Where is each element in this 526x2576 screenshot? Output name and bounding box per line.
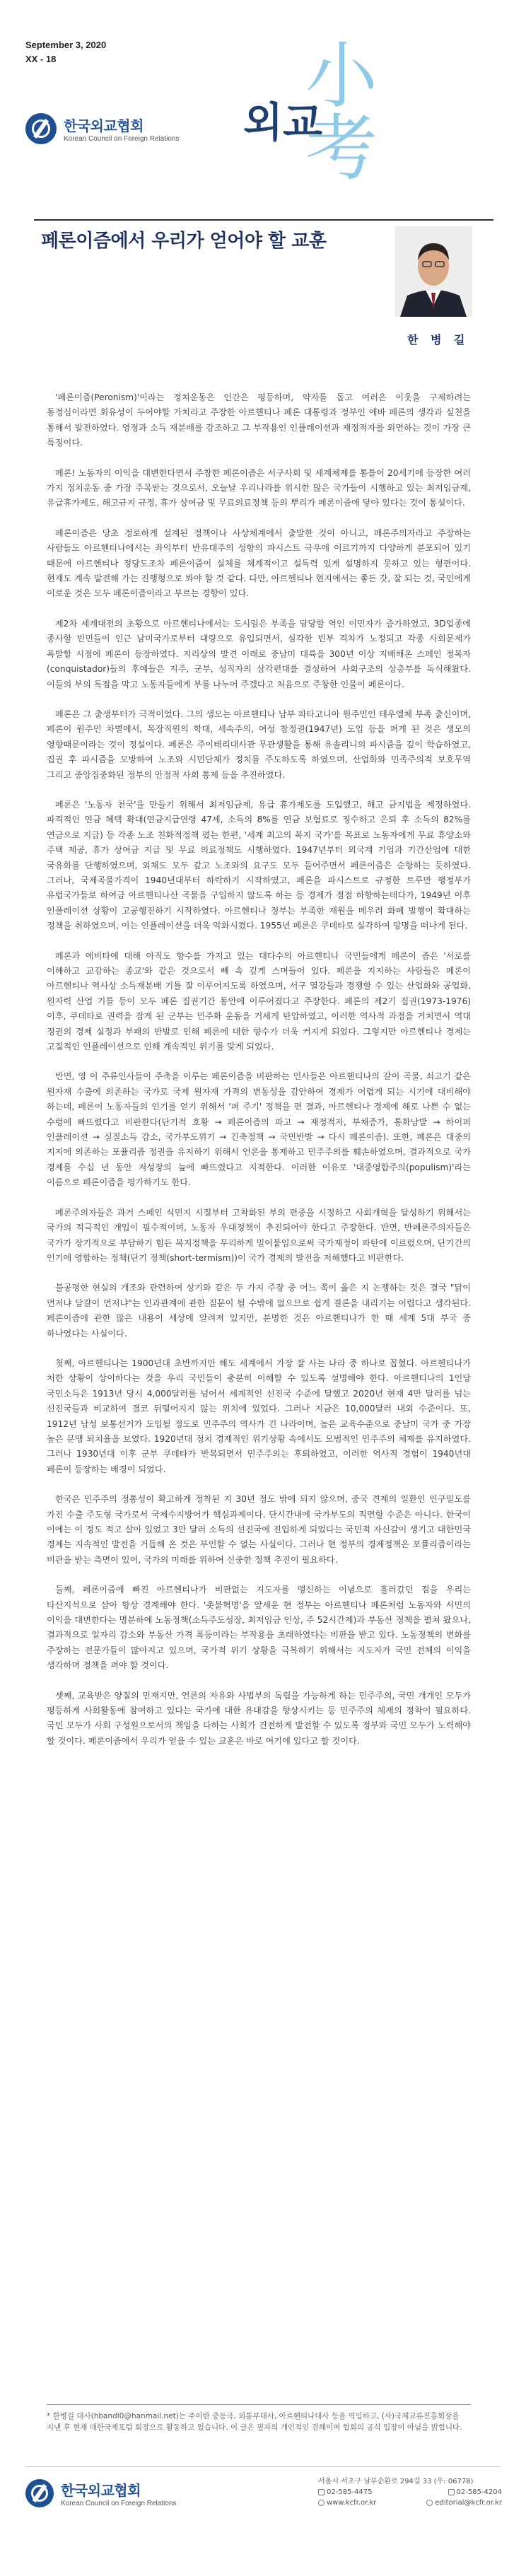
article-paragraph: 불공평한 현실의 개조와 관련하여 상기와 같은 두 가지 주장 중 어느 쪽이 옳은 지 논쟁하는 것은 결국 "닭이 먼저냐 달걀이 먼저냐"는 인과관계에 관한 질문이 될 수밖에 없으므로 쉽게 결론을 내리기는 어렵다고 생각된다. 페론이즘에 관한 많은 내용이 세상에 알려져 있지만, 분명한 것은 아르헨티나가 한 때 세계 5대 부국 중 하나였다는 사실이다. xyxy=(47,1283,471,1339)
article-paragraph: 페론과 에비타에 대해 아직도 향수를 가지고 있는 대다수의 아르헨티나 국민들에게 페론이 즘은 '서로를 이해하고 교감하는 종교'와 같은 것으로서 빼 속 깊게 스며들어 있다. 페론을 지지하는 사람들은 페론이 아르헨티나 역사상 소득재분배 기틀 잘 이루어지도록 하였으며, 서구 열강들과 경쟁할 수 있는 산업화와 공업화, 원자력 산업 기틀 등이 모두 페론 집권기간 동안에 이루어졌다고 주장한다. 페론의 제2기 집권(1973-1976) 이후, 쿠데타로 권력을 잡게 된 군부는 민주화 운동을 거세게 탄압하였고, 이러한 역사적 과정을 거치면서 역대 정권의 경제 실정과 부패의 반발로 인해 페론에 대한 향수가 더욱 커지게 되었다. 그렇지만 아르헨티나 경제는 고질적인 인플레이션으로 인해 계속적인 위기를 맞게 되었다. xyxy=(47,950,471,1052)
article-paragraph: 둘째, 페론이즘에 빠진 아르헨티나가 비판없는 지도자를 맹신하는 이념으로 흘러갔던 점을 우리는 타산지석으로 삼아 항상 경계해야 한다. '촛불혁명'을 앞세운 현 정부는 아르헨티나 페론처럼 노동자와 서민의 이익을 대변한다는 명분하에 노동정책(소득주도성장, 최저임금 인상, 주 52시간제)과 부동산 정책을 펼쳐 왔으나, 결과적으로 일자리 감소와 부동산 가격 폭등이라는 부작용을 초래하였다는 비판을 받고 있다. 노동정책의 변화를 주장하는 전문가들이 많아지고 있으며, 국가적 위기 상황을 극복하기 위해서는 지도자가 국민 전체의 이익을 생각하며 정책을 펴야 할 것이다. xyxy=(47,1585,471,1671)
masthead-logo xyxy=(25,113,179,144)
article-paragraph: 제2차 세계대전의 초황으로 아르헨티나에서는 도시임은 부족을 담당할 역인 이민자가 증가하였고, 3D업종에 종사할 빈민들이 인근 남미국가로부터 대량으로 유입되면서, 심각한 빈부 격차가 노정되고 각종 사회문제가 폭발할 시점에 페론이 등장하였다. 지리상의 발견 이래로 중남미 대륙을 300년 이상 지배해온 스페인 정복자(conquistador)들의 후예들은 지주, 군부, 성직자의 삼각편대를 결성하여 사회구조의 상층부를 독식해왔다. 이들의 부의 독점을 막고 노동자들에게 부를 나누어 주겠다고 처음으로 주창한 인물이 페론이다. xyxy=(47,618,471,689)
phone-icon xyxy=(318,2489,325,2495)
kcfr-logo-icon xyxy=(25,113,57,144)
mail-icon xyxy=(426,2500,433,2506)
globe-icon xyxy=(318,2500,325,2506)
author-portrait-icon xyxy=(394,226,472,317)
article-paragraph: 페론은 그 출생부터가 극적이었다. 그의 생모는 아르헨티나 남부 파타고니아 원주민인 테우엘체 부족 출신이며, 페론이 원주민 차별에서, 목장직원의 학대, 세속주의, 여성 참정권(1947년) 도입 등을 펴게 된 것은 생모의 영향때문이라는 것이 정설이다. 페론은 주이테리대사관 무관생활을 통해 유솔리니의 파시즘을 깊이 학습하였고, 집권 후 파시즘을 모방하여 노조와 시민단체가 정치를 주도하도록 하였으며, 산업화와 민족주의적 보호무역 그리고 중앙집중화된 정부의 안정적 사회 통제 등을 추진하였다. xyxy=(47,709,471,780)
author-footnote: * 한병길 대사(hbandl0@hanmail.net)는 주이란 중동국, 외통부대사, 아르헨티나대사 등을 역임하고, (사)국제교류진흥회장을 지낸 후 현재 대한국제포럼 회장으로 활동하고 있습니다. 이 글은 필자의 개인적인 견해이며 협회의 공식 입장이 아님을 밝힙니다. xyxy=(47,2404,471,2433)
footer-org-name-en: Korean Council on Foreign Relations xyxy=(61,2500,177,2507)
article-paragraph: 페론주의자들은 과거 스페인 식민지 시절부터 고착화된 부의 편중을 시정하고 사회개혁을 달성하기 위해서는 국가의 적극적인 개입이 필수적이며, 노동자 우대정책이 추진되어야 한다고 주장한다. 반면, 반페론주의자들은 국가가 장기적으로 부담하기 힘든 복지정책을 무리하게 밀어붙임으로써 국가재정이 파탄에 이르렀으며, 단기간의 인기에 영합하는 정책(단기 정책(short-termism))이 국가 경제의 발전을 저해했다고 비판한다. xyxy=(47,1207,471,1263)
article-paragraph: '페론이즘(Peronism)'이라는 정치운동은 인간은 평등하며, 약자를 돕고 여러은 이웃을 구제하려는 동정심이라면 회유성이 두어야할 가치라고 주장한 아르헨티나 페론 대통령과 정부인 에바 페론의 생각과 실천을 통해서 발전하였다. 영정과 소득 재분배를 강조하고 그 부작용인 인플레이션과 재정적자를 외면하는 것이 가장 큰 특징이다. xyxy=(47,392,471,448)
series-logo xyxy=(226,28,410,191)
title-divider xyxy=(34,219,493,221)
author-photo xyxy=(394,226,472,317)
footer-website-link[interactable]: www.kcfr.or.kr xyxy=(327,2499,377,2507)
footer-fax: 02-585-4204 xyxy=(456,2488,502,2496)
footer-org-name-ko: 한국외교협회 xyxy=(61,2482,141,2499)
article-title: 페론이즘에서 우리가 얻어야 할 교훈 xyxy=(41,231,327,252)
issue-number: XX - 18 xyxy=(25,54,57,64)
footer-address: 서울시 서초구 남부순환로 294길 33 (우: 06778) xyxy=(318,2478,474,2485)
series-title-korean: 외교 xyxy=(243,98,323,146)
article-paragraph: 첫째, 아르헨티나는 1900년대 초반까지만 해도 세계에서 가장 잘 사는 나라 중 하나로 꼽혔다. 아르헨티나가 처한 상황이 상이하다는 것을 우리 국민들이 충분히 이해할 수 있도록 설명해야 한다. 아르헨티나의 1인당 국민소득은 1913년 당시 4,000달러를 넘어서 세계적인 선진국 수준에 달했고 2020년 현재 4만 달러를 넘는 선진국들과 비교하여 결코 뒤떨어지지 않는 위치에 있었다. 그러나 지금은 10,000달러 내외 수준이다. 또, 1912년 남성 보통선거가 도입될 정도로 민주주의 역사가 긴 나라이며, 높은 교육수준으로 중남미 국가 중 가장 높은 문맹 퇴치율을 보였다. 1920년대 정치 경제적인 위기상황 속에서도 모범적인 민주주의 체제를 유지하였다. 그러나 1930년대 이후 군부 쿠데타가 반복되면서 민주주의는 후퇴하였고, 이러한 역사적 경험이 1940년대 페론이 등장하는 배경이 되었다. xyxy=(47,1358,471,1474)
org-name-en: Korean Council on Foreign Relations xyxy=(64,135,180,143)
footer-divider xyxy=(25,2466,501,2467)
footer-email-link[interactable]: editorial@kcfr.or.kr xyxy=(435,2499,502,2507)
footer-logo xyxy=(25,2479,176,2507)
article-body xyxy=(47,390,471,1764)
series-title-hanja: 小考 xyxy=(305,35,378,191)
article-paragraph: 페론! 노동자의 이익을 대변한다면서 주창한 페론이즘은 서구사회 및 세계체제를 통틀어 20세기에 등장한 여러 가지 정치운동 중 가장 주목받는 것으로서, 오늘날 우리나라를 위시한 많은 국가들이 시행하고 있는 최저임금제, 유급휴가제도, 해고규지 규정, 휴가 상여금 및 무료의료정책 등의 뿌리가 페론이즘에 닿아 있다는 것이 통설이다. xyxy=(47,467,471,508)
org-name-ko: 한국외교협회 xyxy=(64,117,144,134)
author-name: 한 병 길 xyxy=(407,333,469,346)
fax-icon xyxy=(448,2489,455,2495)
article-paragraph: 한국은 민주주의 정통성이 확고하게 정착된 지 30년 정도 밖에 되지 않으며, 중국 견제의 일환인 인구밀도를 가진 수출 주도형 국가로서 국제수지방어가 핵심과제이다. 단시간내에 국가부도의 직면할 수준은 아니다. 한국이 이에는 이 정도 적고 살아 있었고 3만 달러 소득의 선진국에 진입하게 되었다는 국민적 자신감이 생기고 대한민국 경제는 지속적인 발전을 거듭해 온 것은 부인할 수 없는 사실이다. 그러나 현 정부의 경제정책은 포퓰리즘이라는 비판을 받는 측면이 있어, 국가의 미래를 위하여 신중한 정책 추진이 필요하다. xyxy=(47,1494,471,1565)
article-paragraph: 페론은 '노동자 천국'을 만들기 위해서 최저임금제, 유급 휴가제도를 도입했고, 해고 금지법을 제정하였다. 파격적인 연금 혜택 확대(연금지급연령 47세, 소득의 8%를 연금 보험료로 징수하고 은퇴 후 소득의 82%를 연금으로 지급) 등 각종 노조 친화적정책 폈는 한편, '세계 최고의 복지 국가'를 목표로 노동자에게 무료 휴양소와 주택 제공, 휴가 상여금 지급 및 무료 의료정책도 시행하였다. 1947년부터 외국계 기업과 기간산업에 대한 국유화를 단행하였으며, 외채도 모두 갚고 노조와의 요구도 모두 들어주면서 페론이즘은 순항하는 듯하였다. 그러나, 국제곡물가격이 1940년대부터 하락하기 시작하였고, 페론을 파시스트로 규정한 트루만 행정부가 유럽국가들로 하여금 아르헨티나산 곡물을 구입하지 않도록 하는 등 경제가 점점 하향하는데다가, 1949년 이후 인플레이션 상황이 고공행진하기 시작하였다. 아르헨티나 정부는 부족한 재원을 메우려 화폐 발행이 확대하는 정책을 취하였으며, 이는 인플레이션을 더욱 악화시켰다. 1955년 페론은 쿠데타로 실각하여 망명을 떠나게 된다. xyxy=(47,799,471,931)
footer-contact xyxy=(318,2476,502,2508)
article-paragraph: 셋째, 교육받은 양질의 민재지만, 언론의 자유와 사법부의 독립을 가능하게 하는 민주주의, 국민 개개인 모두가 평등하게 사회활동에 참여하고 있다는 국가에 대한 유대감을 향상시키는 등 민주주의 체제의 정착이 필요하다. 국민 모두가 사회 구성원으로서의 책임을 다하는 사회가 건전하게 발전할 수 있도록 정부와 국민 모두가 노력해야 할 것이다. 페론이즘에서 우리가 얻을 수 있는 교훈은 바로 여기에 있다고 할 것이다. xyxy=(47,1690,471,1746)
issue-date: September 3, 2020 xyxy=(25,40,107,50)
kcfr-logo-icon xyxy=(25,2479,54,2507)
issue-info xyxy=(25,38,106,66)
article-paragraph: 반면, 영 이 주류인사들이 주축을 이루는 페론이즘을 비판하는 인사들은 아르헨티나의 갈이 곡물, 쇠고기 같은 원자재 수출에 의존하는 국가로 국제 원자재 가격의 변동성을 감안하여 경제가 어렵게 되는 시기에 대비해야 하는데, 페론이 노동자들의 인기를 얻기 위해서 '퍼 주기' 정책을 편 결과, 아르헨티나 경제에 해로 나쁜 수 없는 수렁에 빠뜨렸다고 비판한다(단기적 호황 → 페론이즘의 파고 → 재정적자, 부채증가, 통화남발 → 하이퍼 인플레이션 → 실질소득 감소, 국가부도위기 → 긴축정책 → 국민반발 → 다시 페론이즘). 또한, 페론은 대중의 지지에 의존하는 포퓰리즘 정권을 유지하기 위해서 언론을 통제하고 민주주의를 훼손하였으며, 결과적으로 국가 경제를 수십 년 동안 저성장의 늪에 빠뜨렸다고 지적한다. 이러한 이유로 '대중영합주의(populism)'라는 이름으로 페론이즘을 평가하기도 한다. xyxy=(47,1071,471,1188)
article-paragraph: 페론이즘은 당초 정로하게 설계된 정책이나 사상체계에서 출발한 것이 아니고, 페론주의자라고 주장하는 사람들도 아르헨티나에서는 좌익부터 반유대주의 성향의 파시스트 극우에 이르기까지 다양하게 분포되어 있기 때문에 아르헨티나 정당도조차 페론이즘이 실체를 체계적이고 설득력 있게 설명하지 못하고 있는 형편이다. 현재도 계속 발전해 가는 진행형으로 봐야 할 것 같다. 다만, 아르헨티나 현지에서는 좋든 갓, 잘 되는 것, 국민에게 이로운 것은 모두 페론이즘이라고 부르는 경향이 있다. xyxy=(47,528,471,599)
footer-tel: 02-585-4475 xyxy=(327,2488,373,2496)
